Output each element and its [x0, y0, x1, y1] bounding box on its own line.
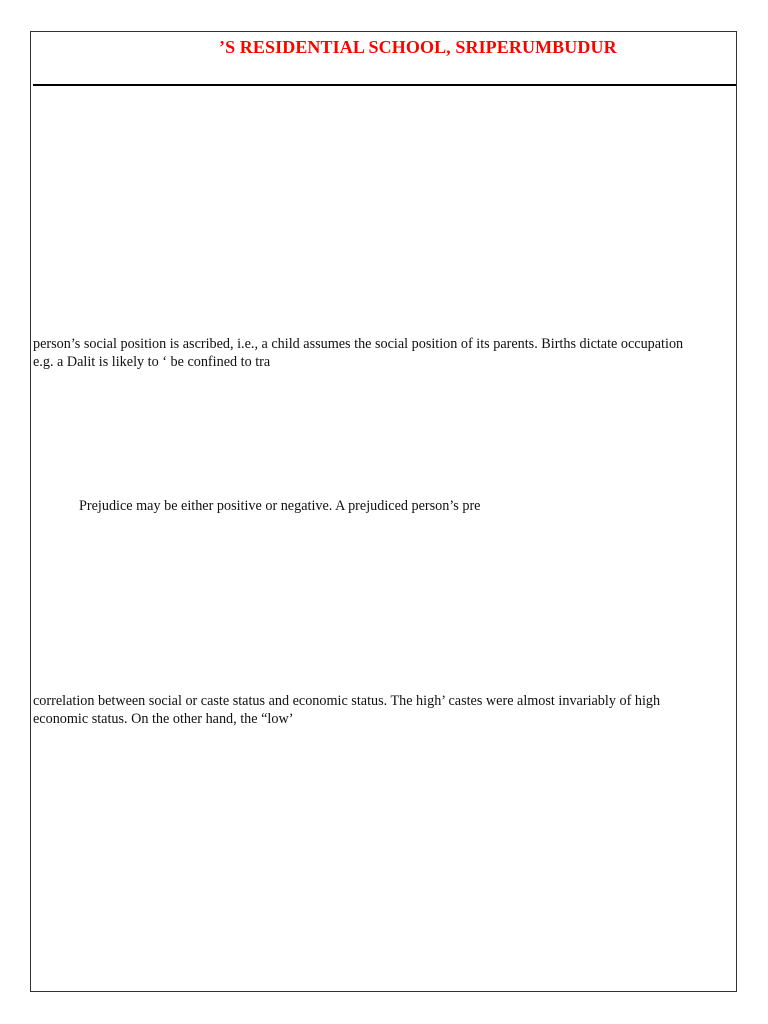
paragraph-caste-economic-status — [33, 692, 660, 728]
paragraph-prejudice — [79, 497, 480, 515]
school-header-title: ’S RESIDENTIAL SCHOOL, SRIPERUMBUDUR — [219, 37, 617, 57]
paragraph-line: e.g. a Dalit is likely to ‘ be confined to tra — [33, 354, 271, 370]
paragraph-line: correlation between social or caste status and economic status. The high’ castes were almost invariably of high — [33, 693, 661, 709]
paragraph-line: Prejudice may be either positive or negative. A prejudiced person’s pre — [79, 498, 481, 514]
paragraph-social-position — [33, 335, 683, 371]
paragraph-line: person’s social position is ascribed, i.e., a child assumes the social position of its parents. Births dictate occupation — [33, 336, 684, 352]
header-divider — [33, 84, 736, 86]
paragraph-line: economic status. On the other hand, the “low’ — [33, 711, 294, 727]
